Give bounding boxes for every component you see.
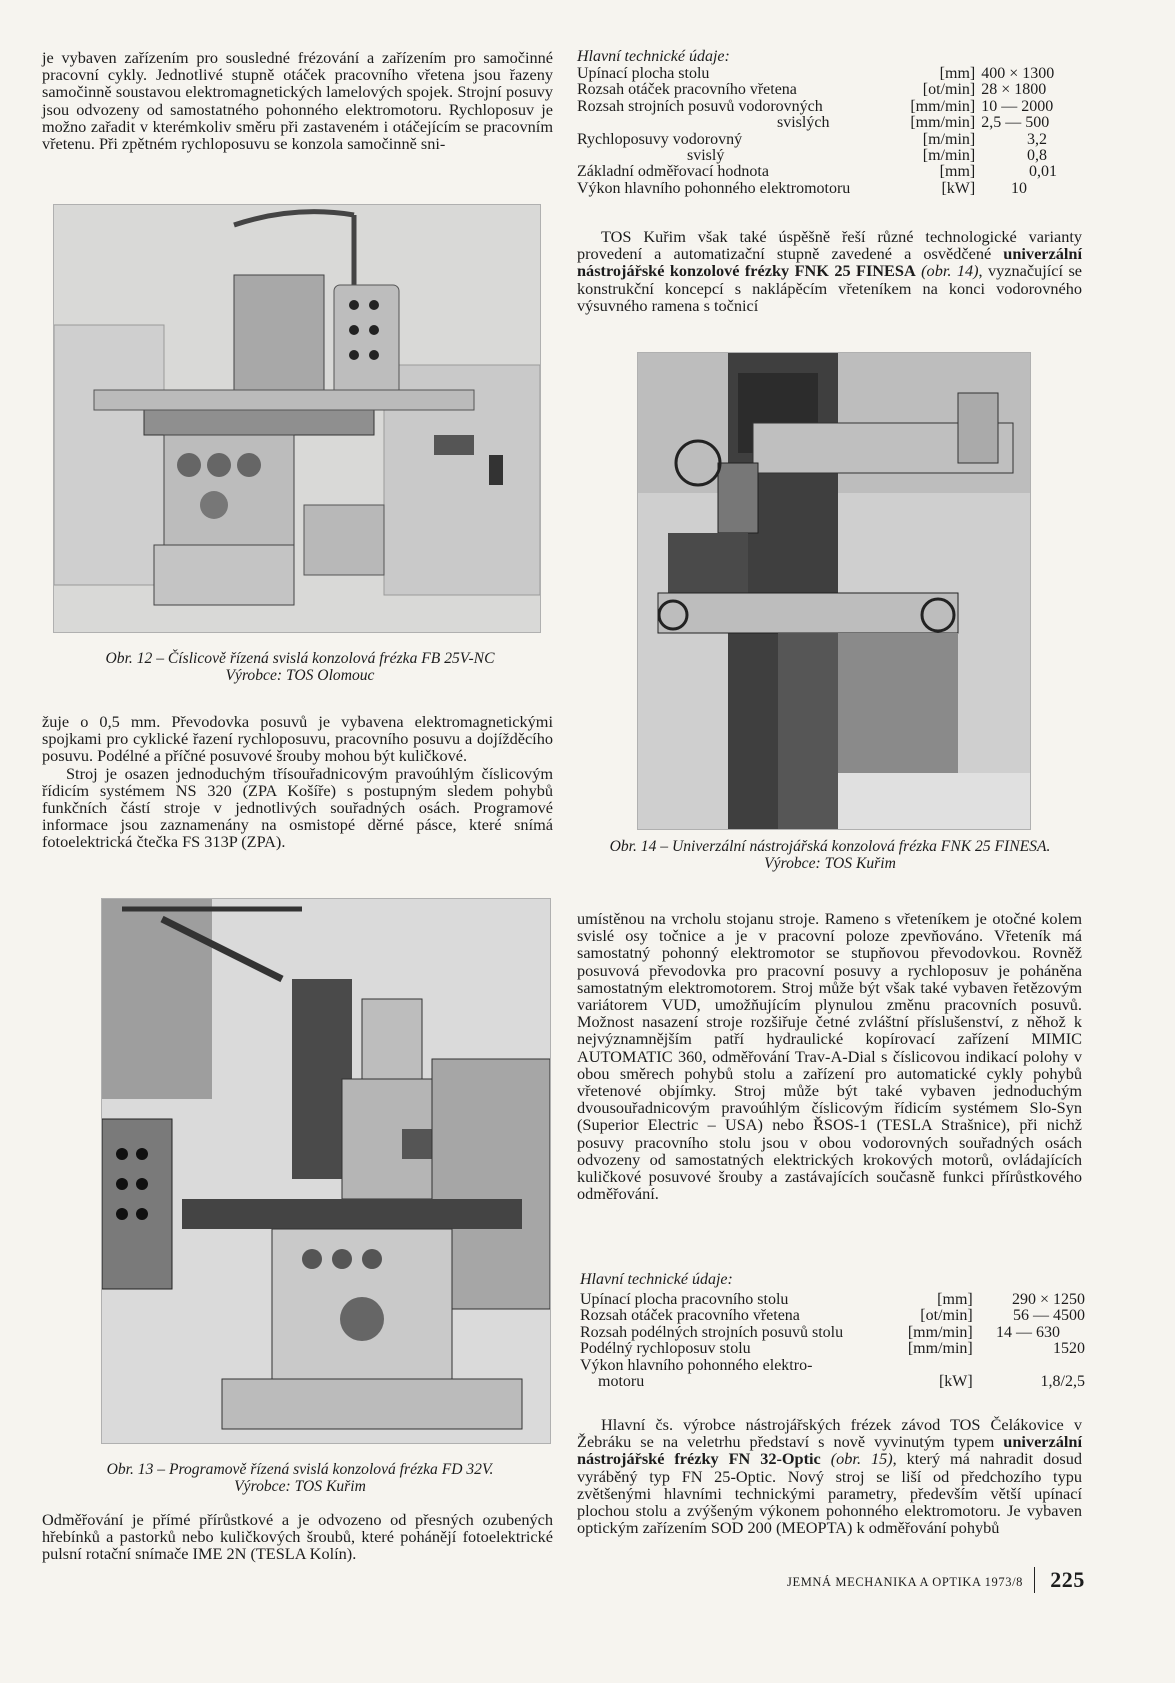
spec-label: Výkon hlavního pohonného elektromotoru <box>577 179 851 197</box>
milling-machine-fb25-illustration <box>54 205 540 632</box>
figure-12-label: Obr. 12 <box>105 650 153 667</box>
spec-row <box>577 115 1067 131</box>
spec-label: svislý <box>687 147 725 165</box>
page-number: 225 <box>1050 1567 1085 1592</box>
figure-12-maker: Výrobce: TOS Olomouc <box>225 667 375 684</box>
spec-row <box>580 1341 1085 1357</box>
fnk25-text: umístěnou na vrcholu stojanu stroje. Rameno s vřeteníkem je otočné kolem svislé osy točnice a je v pracovní poloze zpevňováno. Vřeteník má samostatný pohonný elektromotor se stupňovou převodovkou. Rovněž posuvová převodovka pro pracovní posuvy a rychloposuv je poháněna samostatným elektromotorem. Stroj může být však také vybaven řetězovým variátorem VUD, umožňujícím plynulou změnu pracovních posuvů. Možnost nasazení stroje rozšiřuje četné zvláštní příslušenství, z něhož k nejvýznamnějším patří hydraulické kopírovací zařízení MIMIC AUTOMATIC 360, odměřování Trav-A-Dial s číslicovou indikací polohy v obou směrech pohybů stolu a zařízení pro automatické cykly pohybů vřetenové objímky. Stroj může být také vybaven jednoduchým dvousouřadnicovým pravoúhlým číslicovým řídicím systémem Slo-Syn (Superior Electric – USA) nebo ŘSOS-1 (TESLA Strašnice), při nichž posuvy pracovního stolu jsou v obou vodorovných souřadných osách odvozeny od samostatných elektrických krokových motorů, ovládajících kuličkové posuvové šrouby a zastávajících současně funkci přírůstkového odměřování. <box>577 909 1082 1204</box>
fn32-figure-ref: (obr. 15) <box>820 1449 893 1469</box>
figure-13-title: Programově řízená svislá konzolová frézka FD 32V. <box>168 1461 494 1478</box>
milling-machine-fd32v-illustration <box>102 899 550 1443</box>
figure-13-label: Obr. 13 <box>106 1461 154 1478</box>
fb25-paragraph-2: Stroj je osazen jednoduchým třísouřadnicovým pravoúhlým číslicovým řídicím systémem NS 320 (ZPA Košíře) s postupným sledem pohybů funkčních částí stroje v jednotlivých souřadných osách. Programové informace jsou zaznamenány na osmistopé děrné pásce, které snímá fotoelektrická čtečka FS 313P (ZPA). <box>42 763 553 852</box>
spec-unit: [m/min] <box>922 147 976 165</box>
spec-label: Rozsah strojních posuvů vodorovných <box>577 97 823 115</box>
spec-label: svislých <box>777 114 830 132</box>
spec-unit: [mm/min] <box>907 1323 973 1341</box>
spec-unit: [m/min] <box>922 130 976 148</box>
spec-row <box>577 148 1067 164</box>
spec-value <box>979 1358 1085 1374</box>
spec-value: 10 <box>1011 179 1027 197</box>
spec-unit: [kW] <box>938 1373 973 1391</box>
spec-value: 3,2 <box>1027 130 1047 148</box>
spec-unit: [mm/min] <box>910 114 976 132</box>
finesa-intro-text-2: , vyznačující se konstrukční koncepcí s naklápěcím vřeteníkem na konci vodorovného výsuvného ramena s točnicí <box>577 261 1083 315</box>
spec-value: 0,01 <box>1029 163 1057 181</box>
specs-fb25 <box>577 48 1082 197</box>
spec-value: 290 × 1250 <box>1011 1291 1085 1308</box>
spec-value: 56 — 4500 <box>1013 1307 1085 1325</box>
spec-label: Upínací plocha stolu <box>577 65 710 82</box>
spec-label: Upínací plocha pracovního stolu <box>580 1291 789 1308</box>
finesa-intro-text: TOS Kuřim však také úspěšně řeší různé technologické varianty provedení a automatizační stupně zavedené a osvědčené <box>577 227 1082 264</box>
spec-row <box>577 164 1067 180</box>
spec-label: Rozsah otáček pracovního vřetena <box>580 1307 800 1325</box>
page-footer <box>765 1567 1085 1595</box>
spec-value: 400 × 1300 <box>981 65 1055 82</box>
spec-label: Podélný rychloposuv stolu <box>580 1340 751 1358</box>
spec-label: Rychloposuvy vodorovný <box>577 130 743 148</box>
spec-row <box>577 82 1067 98</box>
spec-row <box>580 1374 1085 1390</box>
spec-value: 0,8 <box>1027 147 1047 165</box>
specs-heading: Hlavní technické údaje: <box>580 1271 733 1288</box>
spec-row <box>577 132 1067 148</box>
fn32-text-2: , který má nahradit dosud vyráběný typ FN 25-Optic. Nový stroj se liší od předchozího typu zvětšenými hlavními technickými parametry, především větší upínací plochou stolu a zvýšeným výkonem pohonného elektromotoru. Je vybaven optickým zařízením SOD 200 (MEOPTA) k odměřování pohybů <box>577 1449 1082 1538</box>
spec-row <box>580 1292 1085 1308</box>
spec-unit: [mm/min] <box>910 97 976 115</box>
spec-value: 28 × 1800 <box>981 81 1047 99</box>
figure-14-photo <box>637 352 1031 830</box>
figure-14-maker: Výrobce: TOS Kuřim <box>764 855 896 872</box>
spec-unit: [ot/min] <box>920 1307 973 1325</box>
fn32-text: Hlavní čs. výrobce nástrojářských frézek závod TOS Čelákovice v Žebráku se na veletrhu představí s nově vyvinutým typem <box>577 1415 1082 1452</box>
figure-12-caption <box>40 650 560 684</box>
fb25-paragraph-1: žuje o 0,5 mm. Převodovka posuvů je vybavena elektromagnetickými spojkami pro cyklické řazení rychloposuvu, pracovního posuvu a dojížděcího posuvu. Podélné a příčné posuvové šrouby mohou být kuličkové. <box>42 712 553 766</box>
figure-14-caption <box>575 838 1085 872</box>
specs-table <box>580 1292 1085 1390</box>
fn32-paragraph <box>577 1416 1082 1536</box>
caption-dash: – <box>152 650 168 667</box>
spec-label: motoru <box>598 1373 645 1391</box>
magazine-name: JEMNÁ MECHANIKA A OPTIKA 1973/8 <box>787 1575 1023 1589</box>
fn32-name: univerzální nástrojářské frézky FN 32-Optic <box>577 1432 1082 1469</box>
fnk25-description <box>577 910 1082 1202</box>
spec-row <box>580 1358 1085 1374</box>
spec-row <box>577 99 1067 115</box>
fb25-description <box>42 713 553 851</box>
specs-heading: Hlavní technické údaje: <box>577 48 730 65</box>
spec-value: 1,8/2,5 <box>1040 1373 1085 1391</box>
milling-machine-fnk25-illustration <box>638 353 1030 829</box>
spec-label: Výkon hlavního pohonného elektro- <box>580 1356 813 1374</box>
figure-14-label: Obr. 14 <box>609 838 657 855</box>
measurement-text: Odměřování je přímé přírůstkové a je odvozeno od přesných ozubených hřebínků a pastorků nebo kuličkových šroubů, které pohánějí fotoelektrické pulsní rotační snímače IME 2N (TESLA Kolín). <box>42 1510 553 1564</box>
spec-value: 10 — 2000 <box>981 97 1054 115</box>
spec-unit <box>894 1358 979 1374</box>
figure-12-photo <box>53 204 541 633</box>
spec-value: 14 — 630 <box>996 1323 1060 1341</box>
spec-row <box>577 66 1067 82</box>
figure-13-photo <box>101 898 551 1444</box>
figure-13-caption <box>40 1461 560 1495</box>
spec-unit: [mm] <box>939 65 976 82</box>
caption-dash: – <box>153 1461 169 1478</box>
caption-dash: – <box>656 838 672 855</box>
measurement-paragraph <box>42 1511 553 1563</box>
spec-unit: [mm] <box>937 1291 973 1308</box>
spec-row <box>580 1325 1085 1341</box>
spec-value: 2,5 — 500 <box>981 114 1050 132</box>
footer-divider <box>1034 1567 1036 1593</box>
spec-unit: [kW] <box>941 179 976 197</box>
specs-fnk25 <box>580 1271 1085 1390</box>
specs-table <box>577 66 1067 197</box>
spec-label: Rozsah otáček pracovního vřetena <box>577 81 797 99</box>
spec-unit: [mm/min] <box>907 1340 973 1358</box>
spec-label: Základní odměřovací hodnota <box>577 163 769 181</box>
intro-text: je vybaven zařízením pro sousledné frézování a zařízením pro samočinné pracovní cykly. Jednotlivé stupně otáček pracovního vřetena jsou řazeny samočinně soustavou elektromagnetických lamelových spojek. Strojní posuvy jsou odvozeny od samostatného pohonného elektromotoru. Rychloposuv je možno zařadit v kterémkoliv směru při zastaveném i otáčejícím se pracovním vřetenu. Při zpětném rychloposuvu se konzola samočinně sni- <box>42 48 553 154</box>
finesa-intro <box>577 228 1082 314</box>
finesa-name: univerzální nástrojářské konzolové frézky FNK 25 FINESA <box>577 244 1082 281</box>
intro-paragraph <box>42 49 553 152</box>
spec-value: 1520 <box>1053 1340 1085 1358</box>
figure-13-maker: Výrobce: TOS Kuřim <box>234 1478 366 1495</box>
spec-row <box>580 1308 1085 1324</box>
spec-label: Rozsah podélných strojních posuvů stolu <box>580 1323 844 1341</box>
spec-unit: [ot/min] <box>922 81 976 99</box>
figure-14-title: Univerzální nástrojářská konzolová frézka FNK 25 FINESA. <box>671 838 1051 855</box>
spec-unit: [mm] <box>939 163 976 181</box>
spec-row <box>577 181 1067 197</box>
finesa-figure-ref: (obr. 14) <box>915 261 979 281</box>
figure-12-title: Číslicově řízená svislá konzolová frézka FB 25V-NC <box>167 650 495 667</box>
